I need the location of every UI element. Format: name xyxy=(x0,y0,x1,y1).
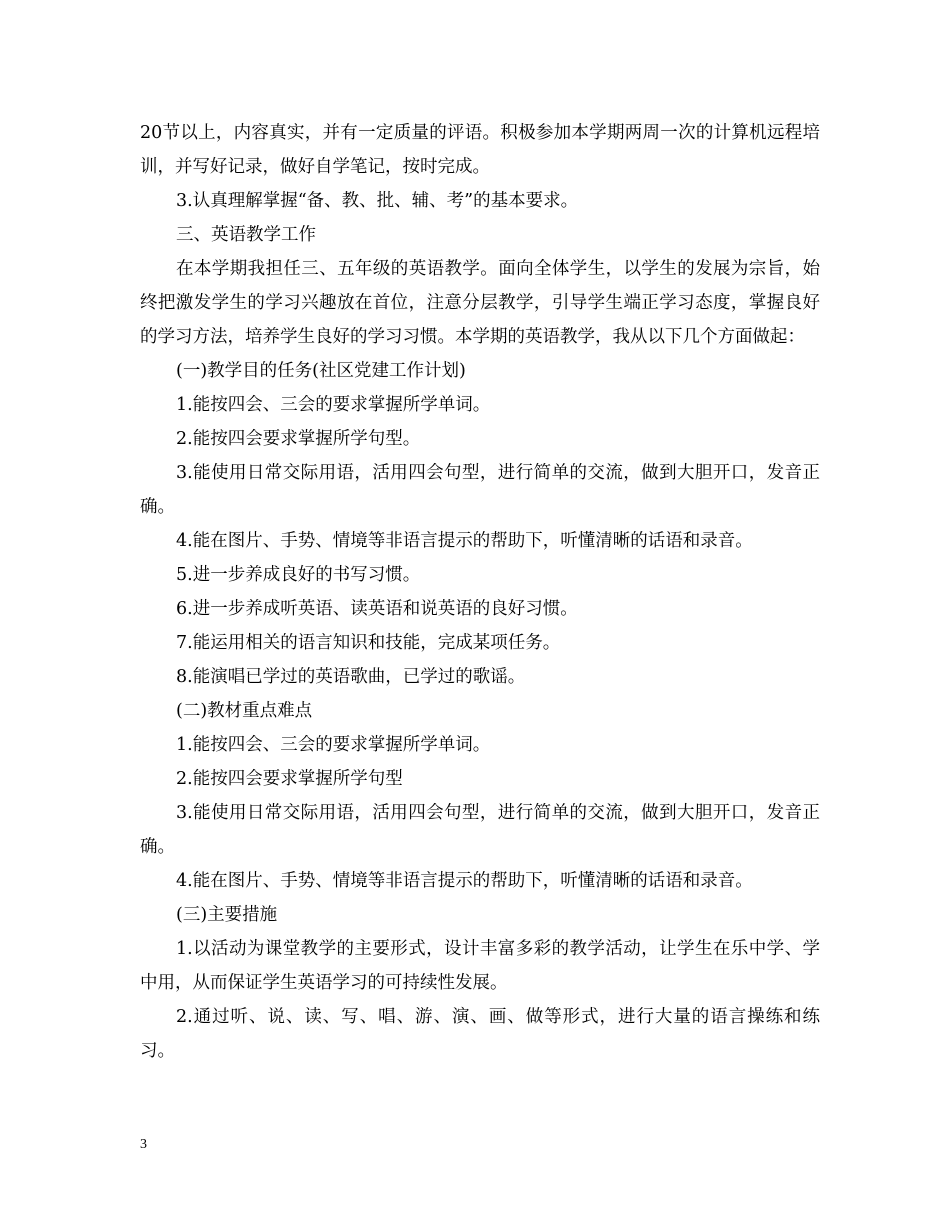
subsection-heading: (一)教学目的任务(社区党建工作计划) xyxy=(176,361,466,381)
document-body xyxy=(140,116,820,1068)
list-item: 4.能在图片、手势、情境等非语言提示的帮助下，听懂清晰的话语和录音。 xyxy=(176,531,753,551)
subsection-heading: (三)主要措施 xyxy=(176,905,278,925)
paragraph: 20节以上，内容真实，并有一定质量的评语。积极参加本学期两周一次的计算机远程培训，并写好记录，做好自学笔记，按时完成。 xyxy=(140,123,820,177)
list-item: 8.能演唱已学过的英语歌曲，已学过的歌谣。 xyxy=(176,667,526,687)
list-item: 3.能使用日常交际用语，活用四会句型，进行简单的交流，做到大胆开口，发音正确。 xyxy=(140,803,820,857)
list-item: 1.能按四会、三会的要求掌握所学单词。 xyxy=(176,735,491,755)
paragraph: 3.认真理解掌握“备、教、批、辅、考”的基本要求。 xyxy=(176,191,579,211)
list-item: 6.进一步养成听英语、读英语和说英语的良好习惯。 xyxy=(176,599,578,619)
section-heading: 三、英语教学工作 xyxy=(176,225,316,245)
list-item: 2.通过听、说、读、写、唱、游、演、画、做等形式，进行大量的语言操练和练习。 xyxy=(140,1007,820,1061)
list-item: 1.能按四会、三会的要求掌握所学单词。 xyxy=(176,395,491,415)
list-item: 1.以活动为课堂教学的主要形式，设计丰富多彩的教学活动，让学生在乐中学、学中用，从而保证学生英语学习的可持续性发展。 xyxy=(140,939,820,993)
list-item: 3.能使用日常交际用语，活用四会句型，进行简单的交流，做到大胆开口，发音正确。 xyxy=(140,463,820,517)
list-item: 2.能按四会要求掌握所学句型。 xyxy=(176,429,421,449)
subsection-heading: (二)教材重点难点 xyxy=(176,701,313,721)
list-item: 5.进一步养成良好的书写习惯。 xyxy=(176,565,421,585)
list-item: 7.能运用相关的语言知识和技能，完成某项任务。 xyxy=(176,633,561,653)
paragraph: 在本学期我担任三、五年级的英语教学。面向全体学生，以学生的发展为宗旨，始终把激发学生的学习兴趣放在首位，注意分层教学，引导学生端正学习态度，掌握良好的学习方法，培养学生良好的学习习惯。本学期的英语教学，我从以下几个方面做起： xyxy=(140,259,820,347)
list-item: 2.能按四会要求掌握所学句型 xyxy=(176,769,403,789)
page-number: 3 xyxy=(140,1137,147,1152)
list-item: 4.能在图片、手势、情境等非语言提示的帮助下，听懂清晰的话语和录音。 xyxy=(176,871,753,891)
